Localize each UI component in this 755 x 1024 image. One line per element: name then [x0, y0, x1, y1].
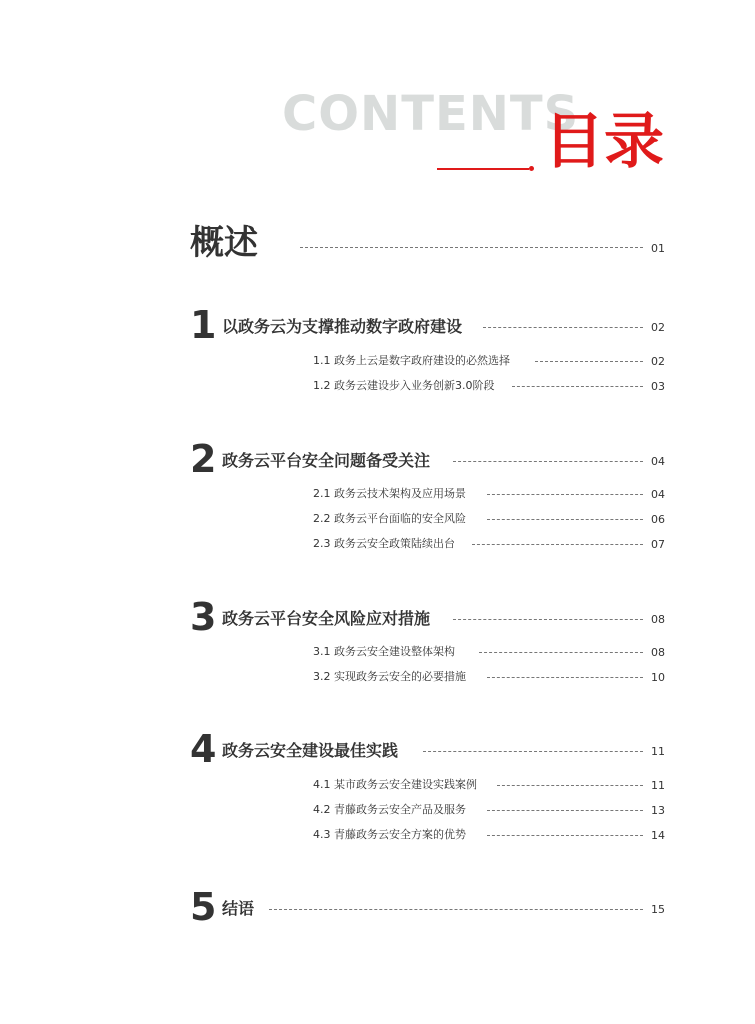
- overview-title: 概述: [190, 223, 258, 263]
- page-number: 08: [651, 613, 665, 626]
- section-title: 3.1 政务云安全建设整体架构: [313, 645, 455, 658]
- page-number: 03: [651, 380, 665, 393]
- leader-dots: [483, 327, 643, 328]
- contents-heading-en: CONTENTS: [282, 86, 580, 142]
- leader-dots: [479, 652, 643, 653]
- page-number: 04: [651, 488, 665, 501]
- section-title: 2.3 政务云安全政策陆续出台: [313, 537, 455, 550]
- chapter-title: 结语: [222, 899, 255, 918]
- chapter-title: 政务云平台安全问题备受关注: [222, 451, 431, 470]
- page-number: 14: [651, 829, 665, 842]
- page-number: 11: [651, 745, 665, 758]
- leader-dots: [487, 835, 643, 836]
- leader-dots: [512, 386, 643, 387]
- page-number: 15: [651, 903, 665, 916]
- page-number: 02: [651, 355, 665, 368]
- page-number: 08: [651, 646, 665, 659]
- leader-dots: [269, 909, 643, 910]
- leader-dots: [472, 544, 643, 545]
- leader-dots: [453, 619, 643, 620]
- leader-dots: [423, 751, 643, 752]
- leader-dots: [497, 785, 643, 786]
- chapter-title: 政务云安全建设最佳实践: [222, 741, 399, 760]
- contents-heading-cn: 目录: [544, 107, 664, 177]
- leader-dots: [487, 494, 643, 495]
- chapter-title: 政务云平台安全风险应对措施: [222, 609, 431, 628]
- page-number: 01: [651, 242, 665, 255]
- section-title: 4.1 某市政务云安全建设实践案例: [313, 778, 477, 791]
- page-number: 11: [651, 779, 665, 792]
- page-number: 06: [651, 513, 665, 526]
- leader-dots: [300, 247, 643, 248]
- page-number: 10: [651, 671, 665, 684]
- page-number: 07: [651, 538, 665, 551]
- page-number: 02: [651, 321, 665, 334]
- page-number: 13: [651, 804, 665, 817]
- section-title: 4.2 青藤政务云安全产品及服务: [313, 803, 466, 816]
- header-dot: [529, 166, 534, 171]
- section-title: 2.2 政务云平台面临的安全风险: [313, 512, 466, 525]
- section-title: 1.2 政务云建设步入业务创新3.0阶段: [313, 379, 495, 392]
- chapter-number: 5: [190, 885, 217, 929]
- leader-dots: [453, 461, 643, 462]
- section-title: 4.3 青藤政务云安全方案的优势: [313, 828, 466, 841]
- page-number: 04: [651, 455, 665, 468]
- header-underline: [437, 168, 529, 170]
- leader-dots: [487, 810, 643, 811]
- chapter-number: 2: [190, 437, 217, 481]
- section-title: 3.2 实现政务云安全的必要措施: [313, 670, 466, 683]
- chapter-title: 以政务云为支撑推动数字政府建设: [222, 317, 463, 336]
- leader-dots: [487, 677, 643, 678]
- leader-dots: [535, 361, 643, 362]
- chapter-number: 4: [190, 727, 217, 771]
- chapter-number: 1: [190, 303, 217, 347]
- chapter-number: 3: [190, 595, 217, 639]
- section-title: 1.1 政务上云是数字政府建设的必然选择: [313, 354, 510, 367]
- leader-dots: [487, 519, 643, 520]
- section-title: 2.1 政务云技术架构及应用场景: [313, 487, 466, 500]
